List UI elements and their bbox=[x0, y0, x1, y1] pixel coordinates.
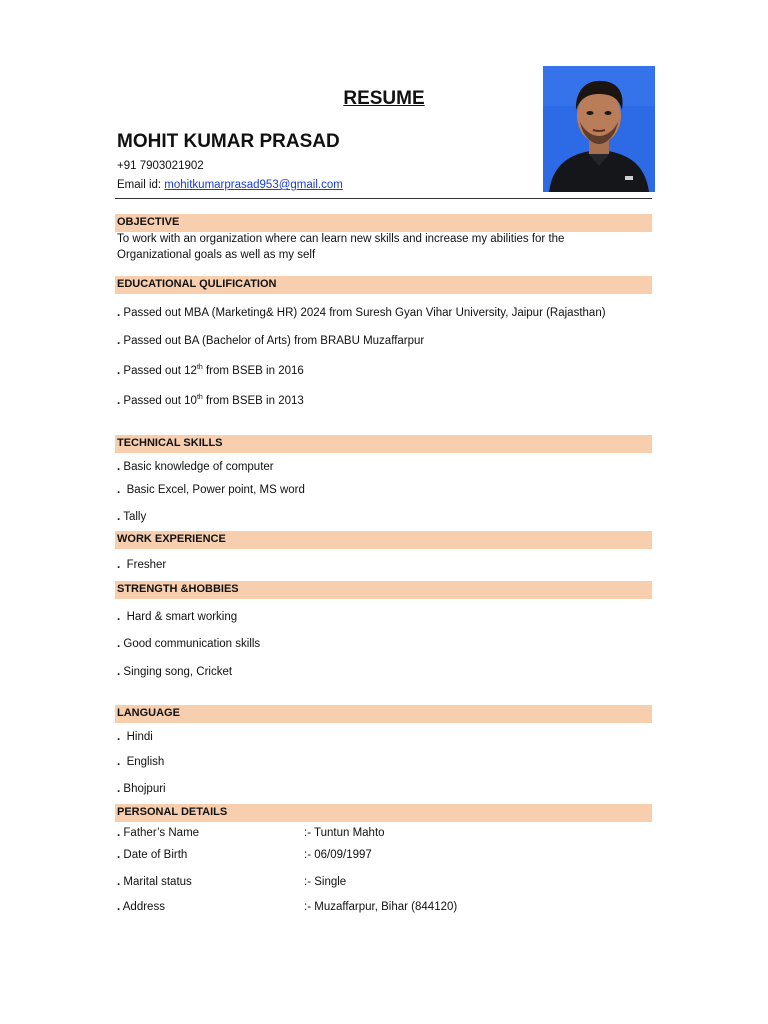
list-item: . Passed out 12th from BSEB in 2016 bbox=[117, 364, 304, 377]
list-item: . English bbox=[117, 756, 165, 768]
section-heading: LANGUAGE bbox=[117, 707, 180, 719]
personal-label-dob: . Date of Birth bbox=[117, 849, 188, 861]
personal-value-address: :- Muzaffarpur, Bihar (844120) bbox=[304, 901, 458, 913]
list-item: . Passed out MBA (Marketing& HR) 2024 from Suresh Gyan Vihar University, Jaipur (Rajasthan) bbox=[117, 307, 606, 319]
personal-value-dob: :- 06/09/1997 bbox=[304, 849, 372, 861]
objective-line-2: Organizational goals as well as my self bbox=[117, 249, 316, 261]
list-item: . Passed out BA (Bachelor of Arts) from BRABU Muzaffarpur bbox=[117, 335, 425, 347]
section-technical-skills bbox=[115, 435, 652, 453]
list-item: . Hindi bbox=[117, 731, 153, 743]
list-item: . Tally bbox=[117, 511, 147, 523]
section-heading: STRENGTH &HOBBIES bbox=[117, 583, 239, 595]
email-label: Email id: bbox=[117, 179, 165, 191]
personal-label-fathers-name: . Father’s Name bbox=[117, 827, 200, 839]
section-language bbox=[115, 705, 652, 723]
list-item: . Good communication skills bbox=[117, 638, 261, 650]
section-heading: WORK EXPERIENCE bbox=[117, 533, 226, 545]
section-heading: EDUCATIONAL QULIFICATION bbox=[117, 278, 277, 290]
list-item: . Singing song, Cricket bbox=[117, 666, 233, 678]
list-item: . Passed out 10th from BSEB in 2013 bbox=[117, 394, 304, 407]
section-strength-hobbies bbox=[115, 581, 652, 599]
candidate-name: MOHIT KUMAR PRASAD bbox=[117, 131, 340, 152]
section-work-experience bbox=[115, 531, 652, 549]
email-link[interactable]: mohitkumarprasad953@gmail.com bbox=[164, 179, 343, 191]
personal-label-marital-status: . Marital status bbox=[117, 876, 192, 888]
list-item: . Basic knowledge of computer bbox=[117, 461, 274, 473]
resume-title: RESUME bbox=[343, 88, 425, 109]
list-item: . Hard & smart working bbox=[117, 611, 238, 623]
section-heading: PERSONAL DETAILS bbox=[117, 806, 228, 818]
section-education bbox=[115, 276, 652, 294]
personal-value-marital-status: :- Single bbox=[304, 876, 347, 888]
section-heading: OBJECTIVE bbox=[117, 216, 180, 228]
personal-label-address: . Address bbox=[117, 901, 165, 913]
email-line bbox=[117, 179, 343, 191]
list-item: . Fresher bbox=[117, 559, 167, 571]
list-item: . Basic Excel, Power point, MS word bbox=[117, 484, 305, 496]
section-heading: TECHNICAL SKILLS bbox=[117, 437, 223, 449]
section-personal-details bbox=[115, 804, 652, 822]
header-divider bbox=[115, 198, 652, 199]
personal-value-fathers-name: :- Tuntun Mahto bbox=[304, 827, 385, 839]
phone-number: +91 7903021902 bbox=[117, 160, 204, 172]
list-item: . Bhojpuri bbox=[117, 783, 166, 795]
section-objective bbox=[115, 214, 652, 232]
objective-line-1: To work with an organization where can learn new skills and increase my abilities for the bbox=[117, 233, 565, 245]
profile-photo-image bbox=[543, 66, 655, 192]
profile-photo bbox=[543, 66, 655, 192]
